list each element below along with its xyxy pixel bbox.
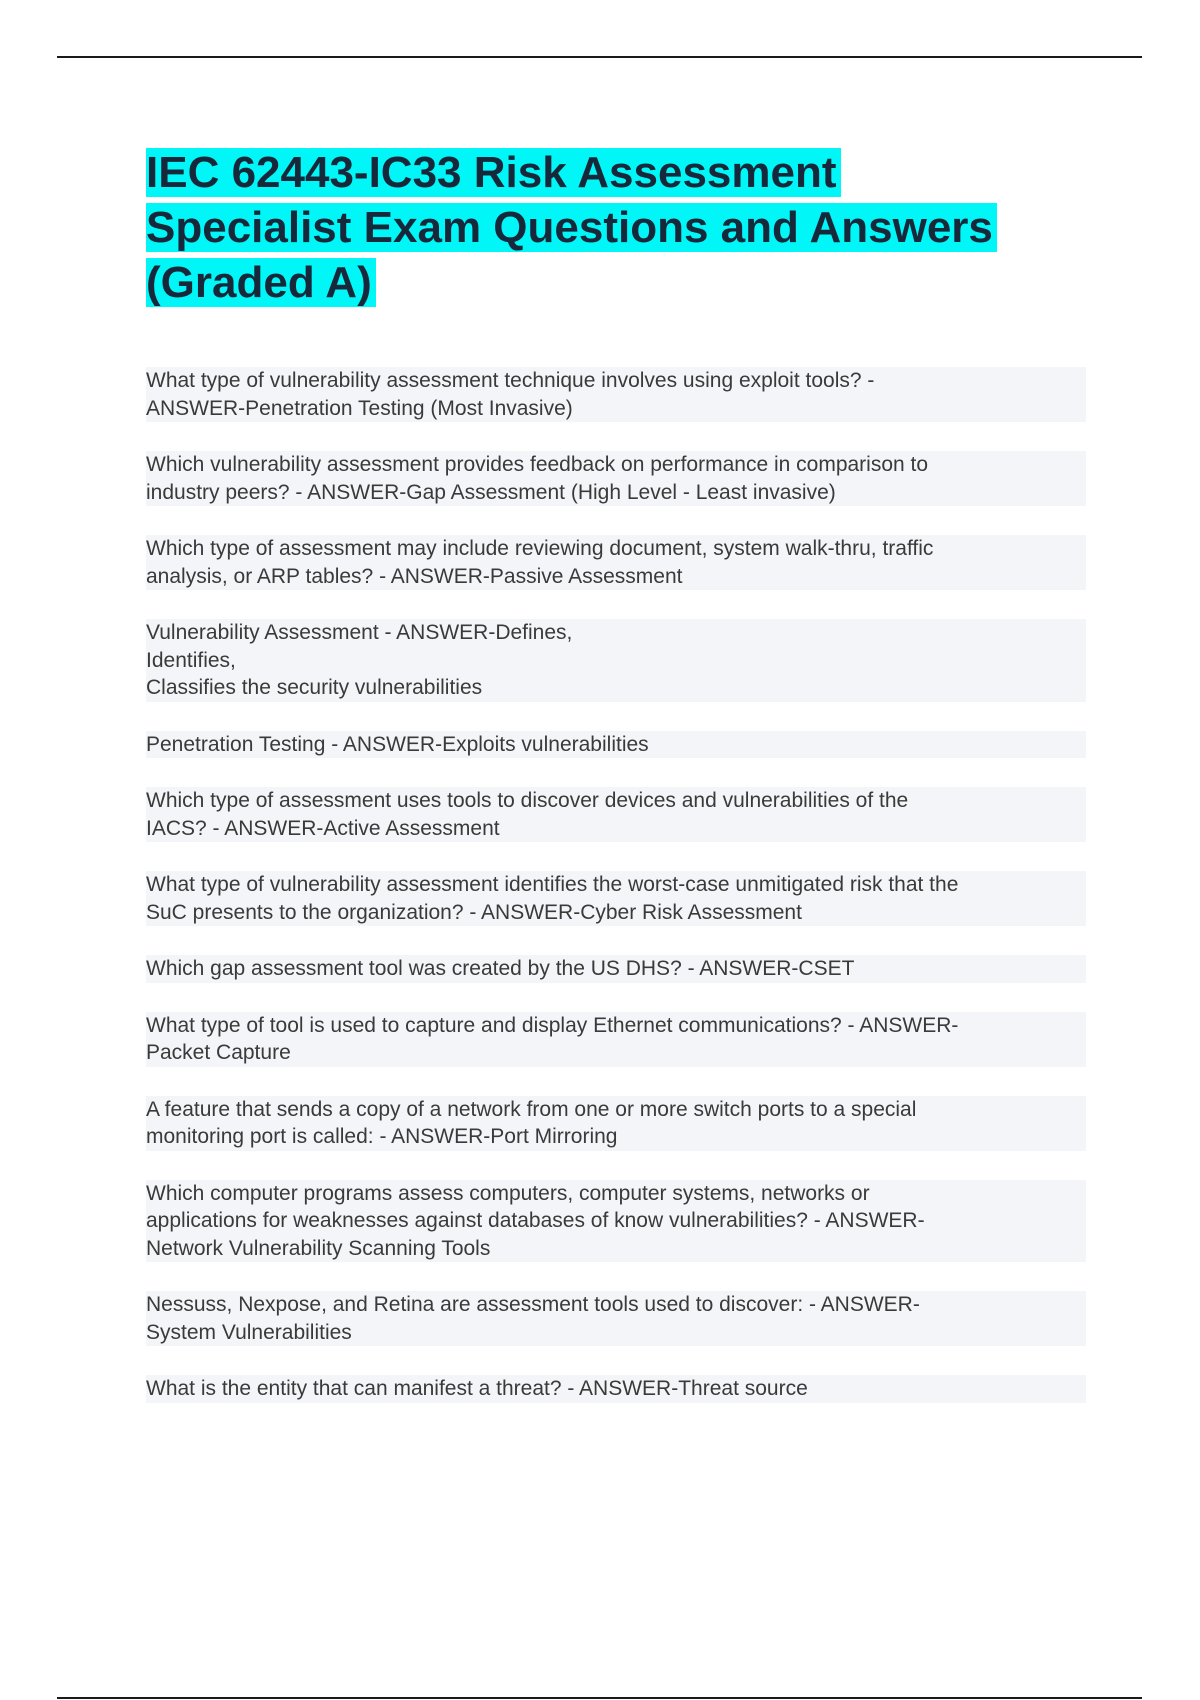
qa-item bbox=[146, 1291, 1086, 1346]
qa-item bbox=[146, 367, 1086, 422]
title-line-1: IEC 62443-IC33 Risk Assessment bbox=[146, 148, 837, 197]
qa-list bbox=[146, 367, 1086, 1403]
qa-text-line: Which gap assessment tool was created by the US DHS? - ANSWER-CSET bbox=[146, 957, 855, 980]
qa-item bbox=[146, 871, 1086, 926]
qa-text-line: What is the entity that can manifest a threat? - ANSWER-Threat source bbox=[146, 1377, 808, 1400]
qa-text-line: analysis, or ARP tables? - ANSWER-Passive Assessment bbox=[146, 564, 683, 588]
qa-text-line: Identifies, bbox=[146, 648, 236, 672]
qa-text-line: applications for weaknesses against databases of know vulnerabilities? - ANSWER- bbox=[146, 1209, 925, 1232]
qa-item bbox=[146, 451, 1086, 506]
qa-item bbox=[146, 1375, 1086, 1403]
qa-text-line: Vulnerability Assessment - ANSWER-Defines, bbox=[146, 621, 573, 644]
qa-item bbox=[146, 1180, 1086, 1263]
qa-text-line: Which type of assessment uses tools to discover devices and vulnerabilities of the bbox=[146, 789, 909, 812]
qa-text-line: Network Vulnerability Scanning Tools bbox=[146, 1236, 491, 1260]
qa-text-line: Penetration Testing - ANSWER-Exploits vulnerabilities bbox=[146, 732, 649, 756]
title-line-2: Specialist Exam Questions and Answers bbox=[146, 203, 993, 252]
qa-item bbox=[146, 1096, 1086, 1151]
qa-text-line: SuC presents to the organization? - ANSWER-Cyber Risk Assessment bbox=[146, 900, 802, 924]
qa-text-line: Which type of assessment may include reviewing document, system walk-thru, traffic bbox=[146, 537, 934, 560]
qa-item bbox=[146, 535, 1086, 590]
bottom-rule bbox=[57, 1697, 1142, 1699]
qa-text-line: What type of vulnerability assessment technique involves using exploit tools? - bbox=[146, 369, 875, 392]
qa-item bbox=[146, 619, 1086, 702]
qa-item bbox=[146, 787, 1086, 842]
qa-item bbox=[146, 1012, 1086, 1067]
top-rule bbox=[57, 56, 1142, 58]
document-title bbox=[146, 145, 1086, 310]
qa-text-line: A feature that sends a copy of a network from one or more switch ports to a special bbox=[146, 1097, 917, 1121]
qa-text-line: monitoring port is called: - ANSWER-Port Mirroring bbox=[146, 1125, 618, 1148]
document-body bbox=[146, 145, 1086, 1432]
qa-text-line: Nessuss, Nexpose, and Retina are assessment tools used to discover: - ANSWER- bbox=[146, 1293, 920, 1316]
qa-text-line: Classifies the security vulnerabilities bbox=[146, 676, 483, 699]
qa-text-line: What type of vulnerability assessment identifies the worst-case unmitigated risk that the bbox=[146, 873, 959, 896]
qa-text-line: industry peers? - ANSWER-Gap Assessment (High Level - Least invasive) bbox=[146, 480, 836, 504]
qa-text-line: Which vulnerability assessment provides feedback on performance in comparison to bbox=[146, 453, 929, 476]
qa-item bbox=[146, 955, 1086, 983]
qa-text-line: ANSWER-Penetration Testing (Most Invasive) bbox=[146, 396, 573, 420]
qa-text-line: IACS? - ANSWER-Active Assessment bbox=[146, 816, 500, 840]
title-line-3: (Graded A) bbox=[146, 258, 372, 307]
qa-text-line: Which computer programs assess computers, computer systems, networks or bbox=[146, 1181, 870, 1205]
qa-text-line: Packet Capture bbox=[146, 1041, 291, 1064]
qa-text-line: What type of tool is used to capture and display Ethernet communications? - ANSWER- bbox=[146, 1013, 959, 1037]
qa-item bbox=[146, 731, 1086, 759]
qa-text-line: System Vulnerabilities bbox=[146, 1320, 352, 1344]
